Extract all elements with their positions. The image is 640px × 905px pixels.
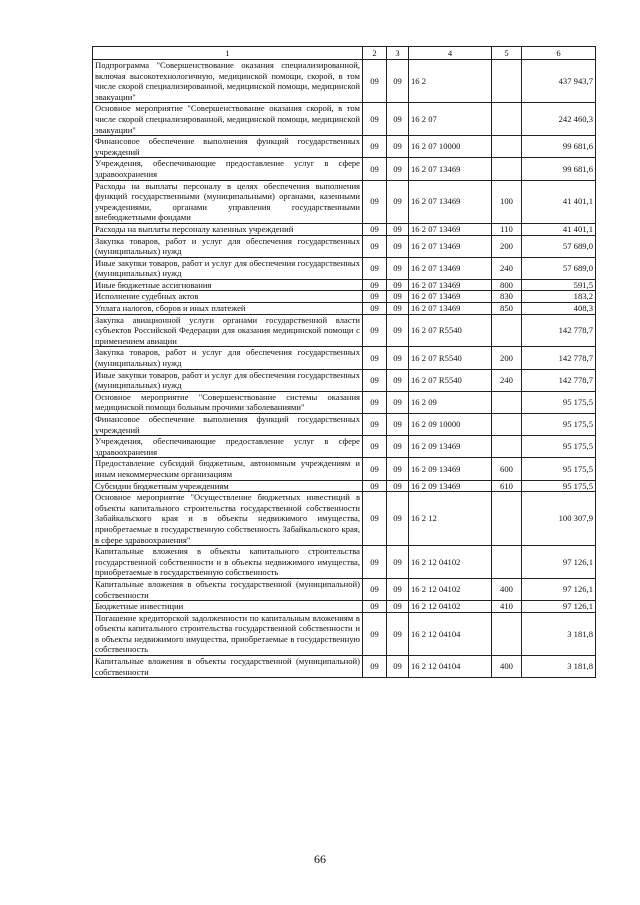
target-article-cell: 16 2 07 13469 (409, 291, 492, 303)
row-name-cell: Капитальные вложения в объекты государственной (муниципальной) собственности (93, 578, 363, 600)
table-row (93, 158, 596, 180)
row-name-cell: Погашение кредиторской задолженности по капитальным вложениям в объекты капитального строительства государственной собственности и в объекты недвижимого имущества, приобретаемые в государственную собственность (93, 612, 363, 655)
row-name-cell: Иные закупки товаров, работ и услуг для обеспечения государственных (муниципальных) нужд (93, 369, 363, 391)
section-code-cell: 09 (363, 103, 387, 136)
section-code-cell: 09 (363, 480, 387, 492)
amount-cell: 591,5 (522, 279, 596, 291)
target-article-cell: 16 2 12 04104 (409, 612, 492, 655)
expense-type-cell (492, 546, 522, 579)
section-code-cell: 09 (363, 458, 387, 480)
target-article-cell: 16 2 07 R5540 (409, 347, 492, 369)
amount-cell: 97 126,1 (522, 578, 596, 600)
table-row (93, 414, 596, 436)
subsection-code-cell: 09 (387, 656, 409, 678)
section-code-cell: 09 (363, 235, 387, 257)
expense-type-cell: 240 (492, 369, 522, 391)
target-article-cell: 16 2 12 04102 (409, 546, 492, 579)
amount-cell: 408,3 (522, 303, 596, 315)
column-header: 2 (363, 47, 387, 60)
target-article-cell: 16 2 12 04102 (409, 578, 492, 600)
amount-cell: 41 401,1 (522, 180, 596, 223)
section-code-cell: 09 (363, 303, 387, 315)
row-name-cell: Учреждения, обеспечивающие предоставление услуг в сфере здравоохранения (93, 436, 363, 458)
column-header: 3 (387, 47, 409, 60)
amount-cell: 57 689,0 (522, 257, 596, 279)
section-code-cell: 09 (363, 279, 387, 291)
section-code-cell: 09 (363, 60, 387, 103)
row-name-cell: Капитальные вложения в объекты государственной (муниципальной) собственности (93, 656, 363, 678)
expense-type-cell: 240 (492, 257, 522, 279)
column-header: 6 (522, 47, 596, 60)
table-row (93, 136, 596, 158)
target-article-cell: 16 2 09 10000 (409, 414, 492, 436)
subsection-code-cell: 09 (387, 414, 409, 436)
subsection-code-cell: 09 (387, 546, 409, 579)
subsection-code-cell: 09 (387, 492, 409, 546)
target-article-cell: 16 2 07 13469 (409, 303, 492, 315)
section-code-cell: 09 (363, 158, 387, 180)
expense-type-cell (492, 492, 522, 546)
row-name-cell: Финансовое обеспечение выполнения функций государственных учреждений (93, 414, 363, 436)
expense-type-cell: 610 (492, 480, 522, 492)
section-code-cell: 09 (363, 656, 387, 678)
row-name-cell: Иные бюджетные ассигнования (93, 279, 363, 291)
amount-cell: 437 943,7 (522, 60, 596, 103)
table-row (93, 391, 596, 413)
row-name-cell: Уплата налогов, сборов и иных платежей (93, 303, 363, 315)
expense-type-cell (492, 612, 522, 655)
subsection-code-cell: 09 (387, 103, 409, 136)
table-row (93, 314, 596, 347)
subsection-code-cell: 09 (387, 369, 409, 391)
table-row (93, 492, 596, 546)
target-article-cell: 16 2 07 13469 (409, 279, 492, 291)
expense-type-cell (492, 414, 522, 436)
expense-type-cell: 400 (492, 656, 522, 678)
table-row (93, 656, 596, 678)
section-code-cell: 09 (363, 601, 387, 613)
subsection-code-cell: 09 (387, 458, 409, 480)
column-header: 4 (409, 47, 492, 60)
row-name-cell: Закупка авиационной услуги органами государственной власти субъектов Российской Федерации для оказания медицинской помощи с применением авиации (93, 314, 363, 347)
subsection-code-cell: 09 (387, 180, 409, 223)
amount-cell: 57 689,0 (522, 235, 596, 257)
subsection-code-cell: 09 (387, 279, 409, 291)
expense-type-cell: 850 (492, 303, 522, 315)
column-header: 5 (492, 47, 522, 60)
expense-type-cell (492, 314, 522, 347)
amount-cell: 99 681,6 (522, 158, 596, 180)
section-code-cell: 09 (363, 291, 387, 303)
row-name-cell: Расходы на выплаты персоналу казенных учреждений (93, 223, 363, 235)
subsection-code-cell: 09 (387, 347, 409, 369)
row-name-cell: Учреждения, обеспечивающие предоставление услуг в сфере здравоохранения (93, 158, 363, 180)
amount-cell: 95 175,5 (522, 391, 596, 413)
amount-cell: 3 181,8 (522, 656, 596, 678)
subsection-code-cell: 09 (387, 158, 409, 180)
subsection-code-cell: 09 (387, 136, 409, 158)
target-article-cell: 16 2 12 04102 (409, 601, 492, 613)
target-article-cell: 16 2 07 13469 (409, 223, 492, 235)
table-row (93, 103, 596, 136)
expense-type-cell (492, 103, 522, 136)
table-row (93, 60, 596, 103)
table-row (93, 546, 596, 579)
section-code-cell: 09 (363, 223, 387, 235)
target-article-cell: 16 2 07 13469 (409, 235, 492, 257)
target-article-cell: 16 2 07 13469 (409, 158, 492, 180)
target-article-cell: 16 2 07 10000 (409, 136, 492, 158)
table-row (93, 180, 596, 223)
expense-type-cell: 110 (492, 223, 522, 235)
amount-cell: 41 401,1 (522, 223, 596, 235)
budget-table-sheet (92, 46, 595, 678)
subsection-code-cell: 09 (387, 303, 409, 315)
expense-type-cell (492, 436, 522, 458)
expense-type-cell: 800 (492, 279, 522, 291)
column-header: 1 (93, 47, 363, 60)
amount-cell: 142 778,7 (522, 314, 596, 347)
table-row (93, 291, 596, 303)
section-code-cell: 09 (363, 414, 387, 436)
section-code-cell: 09 (363, 436, 387, 458)
amount-cell: 95 175,5 (522, 480, 596, 492)
target-article-cell: 16 2 12 (409, 492, 492, 546)
amount-cell: 97 126,1 (522, 601, 596, 613)
row-name-cell: Основное мероприятие "Совершенствование системы оказания медицинской помощи больным прочими заболеваниями" (93, 391, 363, 413)
table-row (93, 436, 596, 458)
table-row (93, 235, 596, 257)
row-name-cell: Основное мероприятие "Осуществление бюджетных инвестиций в объекты капитального строительства государственной собственности Забайкальского края и в объекты недвижимого имущества, приобретаемые в государственную собственность Забайкальского края, в сфере здравоохранения" (93, 492, 363, 546)
expense-type-cell (492, 60, 522, 103)
subsection-code-cell: 09 (387, 314, 409, 347)
table-row (93, 347, 596, 369)
expense-type-cell: 200 (492, 347, 522, 369)
table-row (93, 601, 596, 613)
subsection-code-cell: 09 (387, 60, 409, 103)
amount-cell: 95 175,5 (522, 436, 596, 458)
table-header-row (93, 47, 596, 60)
section-code-cell: 09 (363, 546, 387, 579)
table-row (93, 458, 596, 480)
section-code-cell: 09 (363, 314, 387, 347)
row-name-cell: Расходы на выплаты персоналу в целях обеспечения выполнения функций государственными (муниципальными) органами, казенными учреждениями, органами управления государственными внебюджетными фондами (93, 180, 363, 223)
expense-type-cell: 200 (492, 235, 522, 257)
amount-cell: 95 175,5 (522, 414, 596, 436)
subsection-code-cell: 09 (387, 257, 409, 279)
row-name-cell: Подпрограмма "Совершенствование оказания специализированной, включая высокотехнологичную, медицинской помощи, скорой, в том числе скорой специализированной, медицинской помощи, медицинской эвакуации" (93, 60, 363, 103)
section-code-cell: 09 (363, 347, 387, 369)
expense-type-cell: 100 (492, 180, 522, 223)
row-name-cell: Исполнение судебных актов (93, 291, 363, 303)
target-article-cell: 16 2 09 13469 (409, 458, 492, 480)
section-code-cell: 09 (363, 391, 387, 413)
target-article-cell: 16 2 07 R5540 (409, 314, 492, 347)
section-code-cell: 09 (363, 180, 387, 223)
section-code-cell: 09 (363, 257, 387, 279)
subsection-code-cell: 09 (387, 291, 409, 303)
target-article-cell: 16 2 09 13469 (409, 436, 492, 458)
section-code-cell: 09 (363, 612, 387, 655)
row-name-cell: Иные закупки товаров, работ и услуг для обеспечения государственных (муниципальных) нужд (93, 257, 363, 279)
row-name-cell: Закупка товаров, работ и услуг для обеспечения государственных (муниципальных) нужд (93, 235, 363, 257)
target-article-cell: 16 2 07 R5540 (409, 369, 492, 391)
section-code-cell: 09 (363, 492, 387, 546)
subsection-code-cell: 09 (387, 480, 409, 492)
expense-type-cell: 600 (492, 458, 522, 480)
expense-type-cell (492, 158, 522, 180)
table-row (93, 612, 596, 655)
budget-table (92, 46, 596, 678)
target-article-cell: 16 2 (409, 60, 492, 103)
table-row (93, 480, 596, 492)
amount-cell: 142 778,7 (522, 347, 596, 369)
subsection-code-cell: 09 (387, 436, 409, 458)
target-article-cell: 16 2 09 13469 (409, 480, 492, 492)
section-code-cell: 09 (363, 136, 387, 158)
row-name-cell: Субсидии бюджетным учреждениям (93, 480, 363, 492)
subsection-code-cell: 09 (387, 601, 409, 613)
row-name-cell: Основное мероприятие "Совершенствование оказания скорой, в том числе скорой специализированной, медицинской помощи, медицинской эвакуации" (93, 103, 363, 136)
amount-cell: 99 681,6 (522, 136, 596, 158)
table-row (93, 578, 596, 600)
section-code-cell: 09 (363, 578, 387, 600)
target-article-cell: 16 2 12 04104 (409, 656, 492, 678)
table-row (93, 369, 596, 391)
row-name-cell: Финансовое обеспечение выполнения функций государственных учреждений (93, 136, 363, 158)
target-article-cell: 16 2 07 (409, 103, 492, 136)
expense-type-cell (492, 136, 522, 158)
subsection-code-cell: 09 (387, 235, 409, 257)
expense-type-cell: 410 (492, 601, 522, 613)
target-article-cell: 16 2 09 (409, 391, 492, 413)
amount-cell: 142 778,7 (522, 369, 596, 391)
table-row (93, 279, 596, 291)
amount-cell: 97 126,1 (522, 546, 596, 579)
subsection-code-cell: 09 (387, 223, 409, 235)
section-code-cell: 09 (363, 369, 387, 391)
target-article-cell: 16 2 07 13469 (409, 257, 492, 279)
amount-cell: 183,2 (522, 291, 596, 303)
expense-type-cell: 830 (492, 291, 522, 303)
table-row (93, 223, 596, 235)
page-number: 66 (314, 852, 326, 866)
target-article-cell: 16 2 07 13469 (409, 180, 492, 223)
table-row (93, 303, 596, 315)
row-name-cell: Капитальные вложения в объекты капитального строительства государственной собственности и в объекты недвижимого имущества, приобретаемые в государственную собственность (93, 546, 363, 579)
subsection-code-cell: 09 (387, 578, 409, 600)
row-name-cell: Закупка товаров, работ и услуг для обеспечения государственных (муниципальных) нужд (93, 347, 363, 369)
row-name-cell: Бюджетные инвестиции (93, 601, 363, 613)
row-name-cell: Предоставление субсидий бюджетным, автономным учреждениям и иным некоммерческим организациям (93, 458, 363, 480)
subsection-code-cell: 09 (387, 391, 409, 413)
amount-cell: 242 460,3 (522, 103, 596, 136)
expense-type-cell (492, 391, 522, 413)
amount-cell: 95 175,5 (522, 458, 596, 480)
expense-type-cell: 400 (492, 578, 522, 600)
amount-cell: 100 307,9 (522, 492, 596, 546)
subsection-code-cell: 09 (387, 612, 409, 655)
table-row (93, 257, 596, 279)
amount-cell: 3 181,8 (522, 612, 596, 655)
